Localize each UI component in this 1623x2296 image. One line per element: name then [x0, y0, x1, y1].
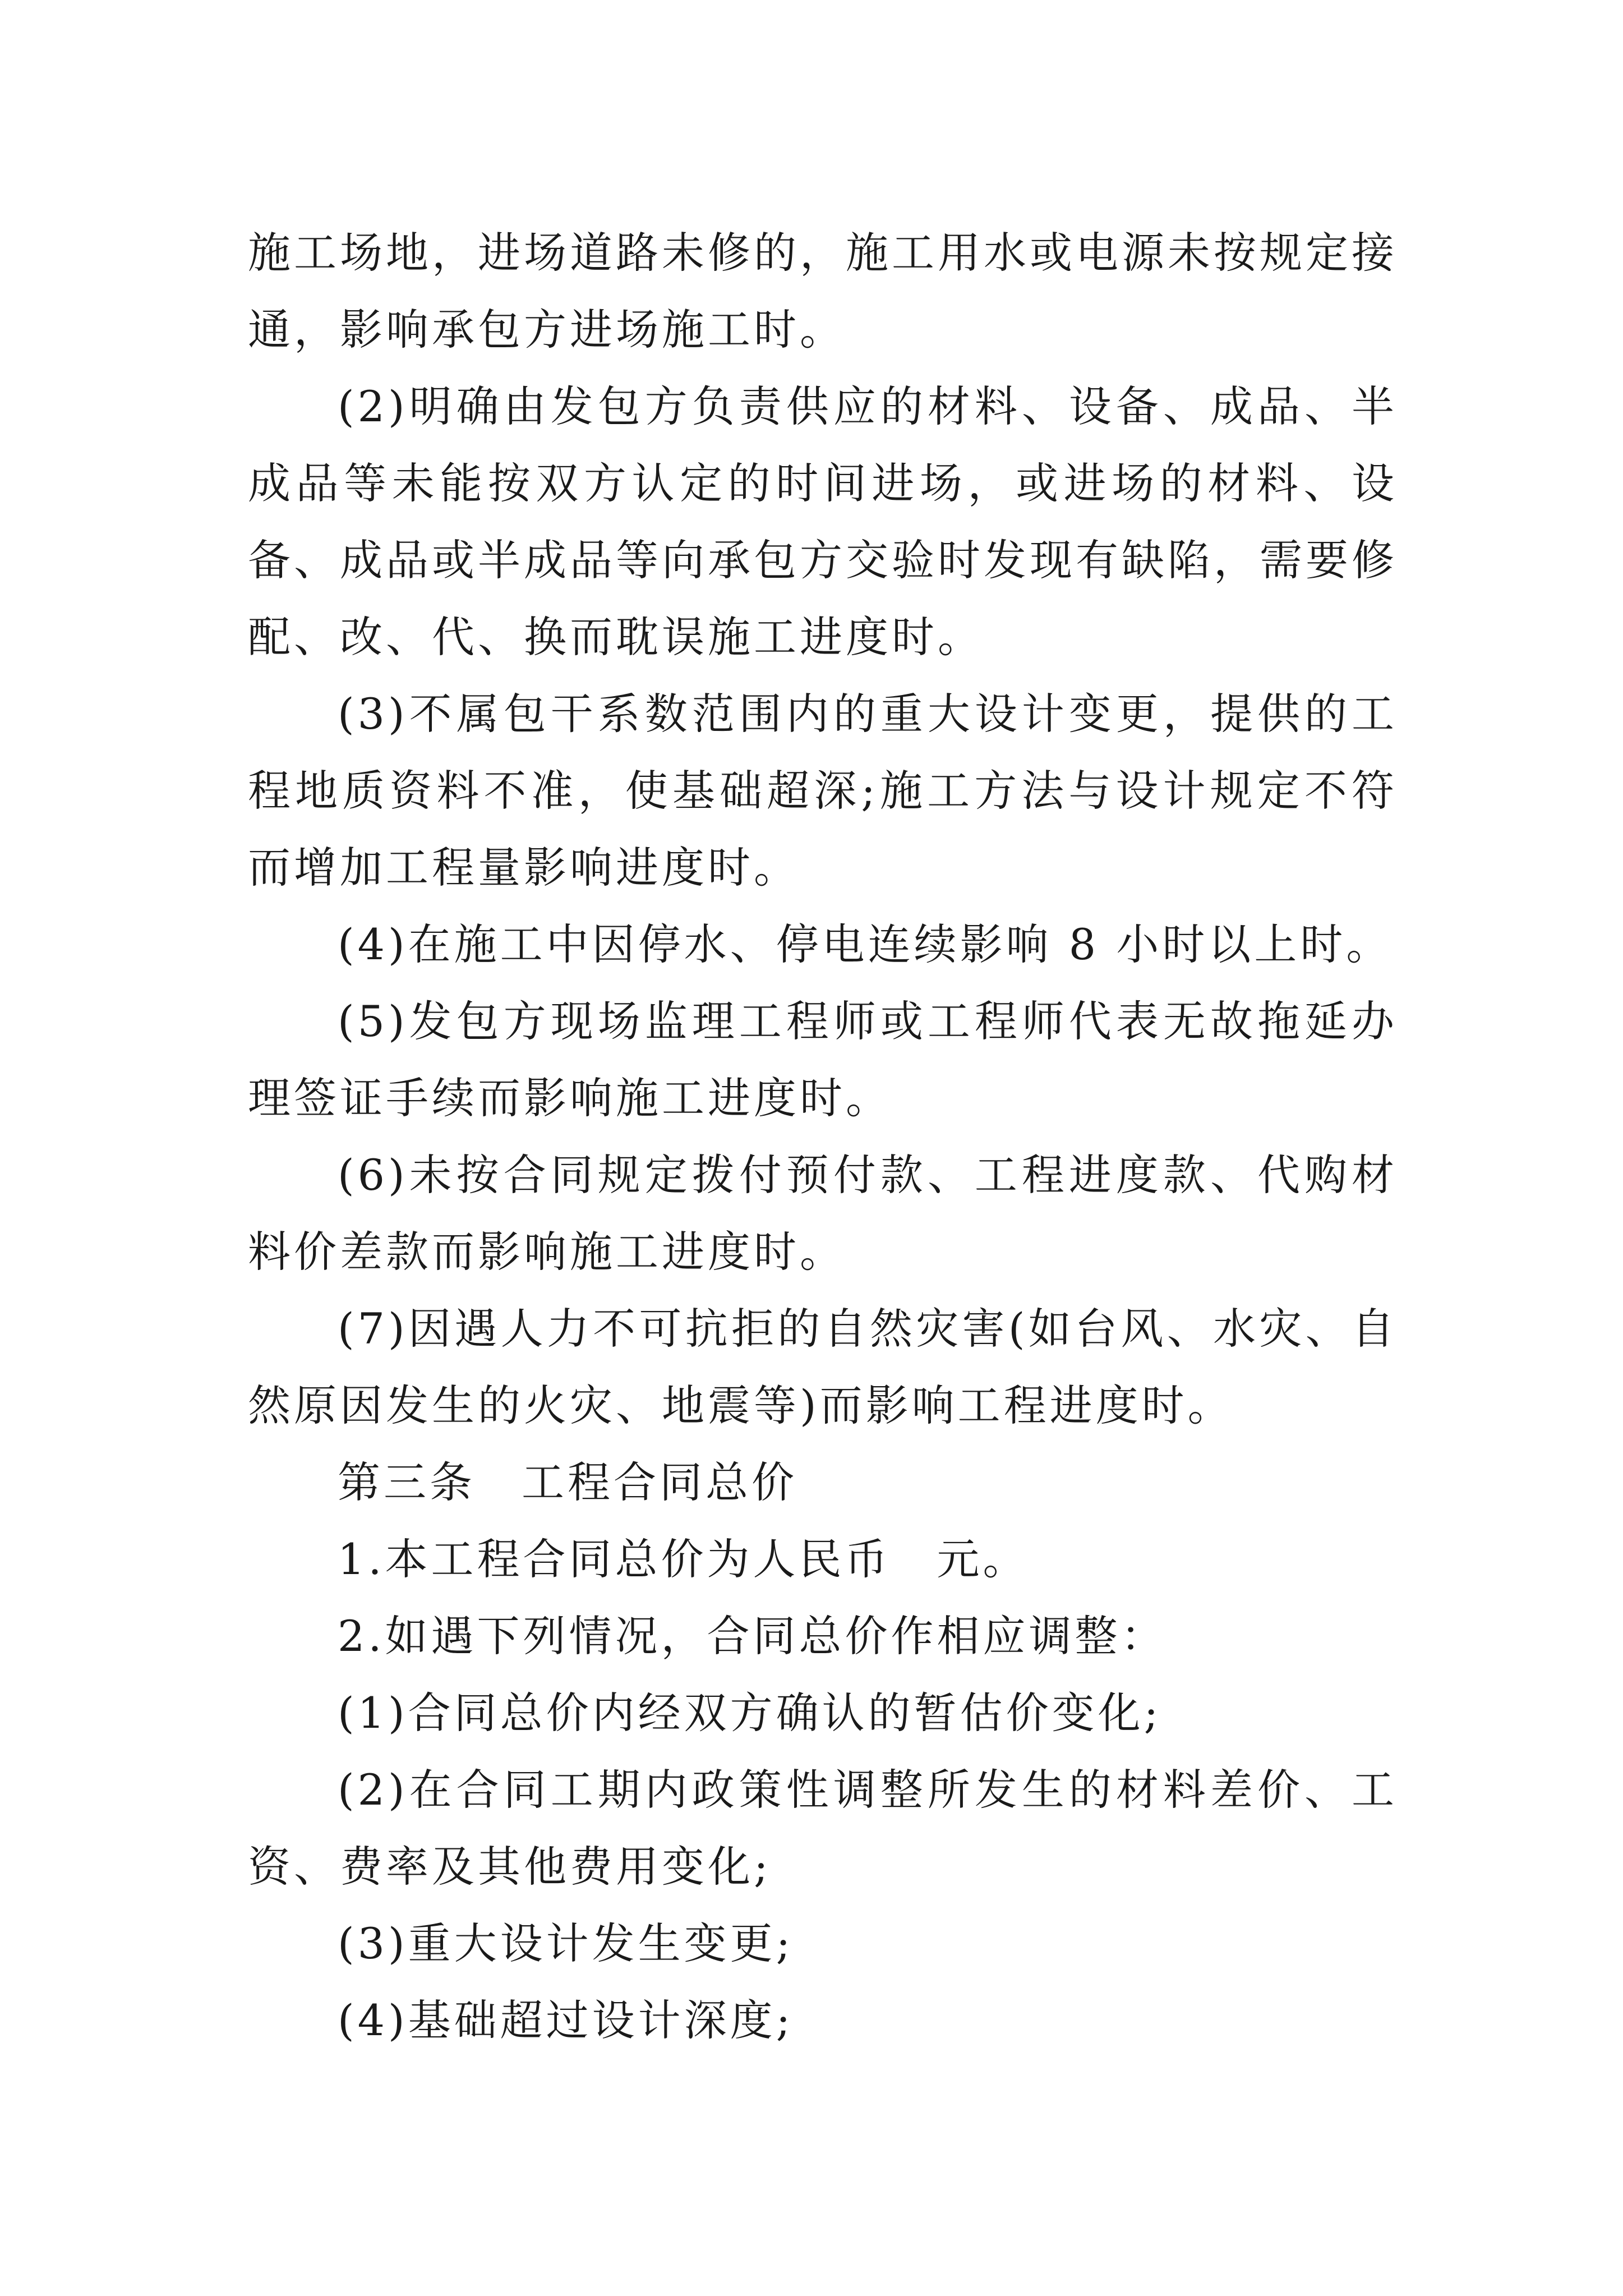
paragraph-item-2: (2)明确由发包方负责供应的材料、设备、成品、半成品等未能按双方认定的时间进场，或进场的材料、设备、成品或半成品等向承包方交验时发现有缺陷，需要修配、改、代、换而耽误施工进度时。: [248, 381, 1398, 662]
paragraph-continuation: 施工场地，进场道路未修的，施工用水或电源未按规定接通，影响承包方进场施工时。: [248, 228, 1398, 355]
paragraph-sub-item-4: (4)基础超过设计深度;: [338, 1995, 794, 2045]
paragraph-item-3: (3)不属包干系数范围内的重大设计变更，提供的工程地质资料不准，使基础超深;施工方法与设计规定不符而增加工程量影响进度时。: [248, 689, 1398, 892]
paragraph-item-6: (6)未按合同规定拨付预付款、工程进度款、代购材料价差款而影响施工进度时。: [248, 1150, 1398, 1277]
paragraph-item-7: (7)因遇人力不可抗拒的自然灾害(如台风、水灾、自然原因发生的火灾、地震等)而影响工程进度时。: [248, 1304, 1398, 1430]
paragraph-clause-2: 2.如遇下列情况，合同总价作相应调整：: [338, 1611, 1167, 1661]
paragraph-sub-item-1: (1)合同总价内经双方确认的暂估价变化;: [338, 1688, 1162, 1738]
document-body: [248, 214, 1398, 2059]
paragraph-clause-1: 1.本工程合同总价为人民币 元。: [338, 1534, 1029, 1584]
section-heading-article-3: 第三条 工程合同总价: [338, 1457, 797, 1507]
paragraph-sub-item-2: (2)在合同工期内政策性调整所发生的材料差价、工资、费率及其他费用变化;: [248, 1765, 1398, 1892]
paragraph-item-4: (4)在施工中因停水、停电连续影响 8 小时以上时。: [338, 919, 1393, 969]
paragraph-item-5: (5)发包方现场监理工程师或工程师代表无故拖延办理签证手续而影响施工进度时。: [248, 996, 1398, 1123]
paragraph-sub-item-3: (3)重大设计发生变更;: [338, 1918, 794, 1968]
